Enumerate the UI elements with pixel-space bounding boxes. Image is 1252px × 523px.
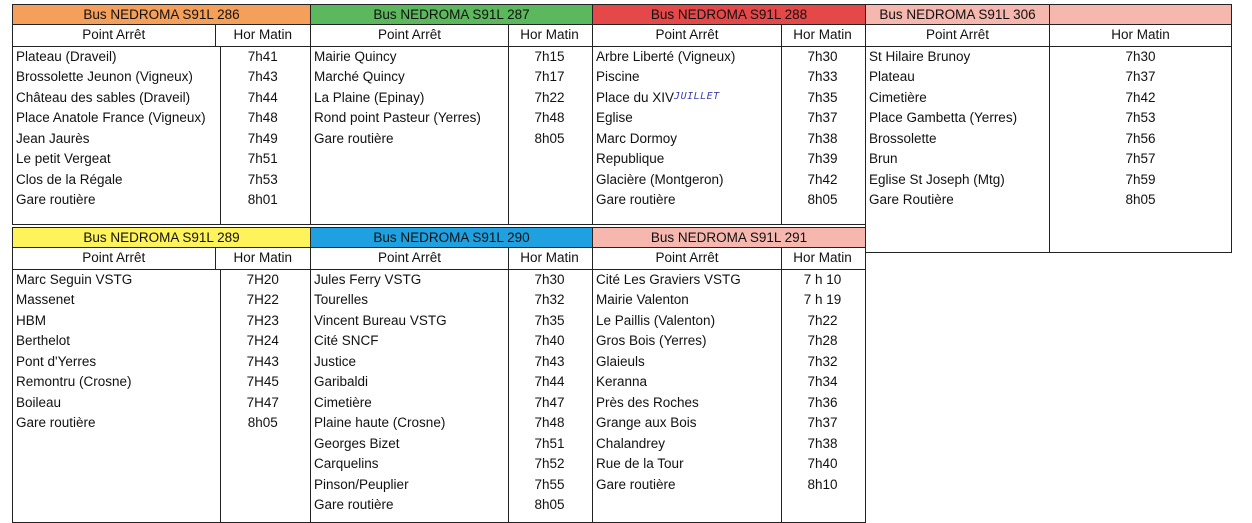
stop-row <box>311 129 592 150</box>
stop-row <box>593 88 865 109</box>
stop-name-cell <box>593 413 782 434</box>
stop-name-cell <box>311 393 509 414</box>
stop-time: 7 h 19 <box>803 292 842 307</box>
stop-name: Rue de la Tour <box>596 456 684 471</box>
bus-title <box>866 5 1231 25</box>
stop-list <box>866 47 1231 253</box>
header-time: Hor Matin <box>233 250 293 265</box>
stop-list <box>311 270 592 523</box>
stop-time: 7h48 <box>247 110 278 125</box>
stop-name: Place Gambetta (Yerres) <box>869 110 1018 125</box>
stop-name-cell <box>593 475 782 496</box>
stop-name: Piscine <box>596 69 640 84</box>
empty-row <box>13 475 310 496</box>
stop-row <box>13 290 310 311</box>
header-time: Hor Matin <box>520 27 579 42</box>
column-divider <box>781 270 782 523</box>
stop-name: Pinson/Peuplier <box>314 476 409 492</box>
stop-row <box>13 47 310 68</box>
stop-row <box>593 129 865 150</box>
stop-time: 8h05 <box>1125 192 1156 207</box>
stop-row <box>593 290 865 311</box>
stop-list <box>311 47 592 225</box>
stop-row <box>593 413 865 434</box>
stop-name-cell <box>593 454 782 475</box>
stop-row <box>311 108 592 129</box>
stop-name: Boileau <box>16 394 62 410</box>
stop-time: 7h38 <box>807 435 838 451</box>
header-time: Hor Matin <box>233 27 293 42</box>
stop-name-cell <box>13 413 216 434</box>
stop-row <box>13 311 310 332</box>
stop-row <box>13 372 310 393</box>
handwritten-note: JUILLET <box>674 90 720 102</box>
stop-time: 7h41 <box>247 48 278 64</box>
stop-row <box>13 352 310 373</box>
stop-name: Brossolette Jeunon (Vigneux) <box>16 69 193 84</box>
stop-name: Jules Ferry VSTG <box>314 271 422 287</box>
stop-name-cell <box>593 170 782 191</box>
stop-name: Brun <box>869 151 898 166</box>
stop-row <box>311 290 592 311</box>
stop-name: Republique <box>596 151 665 166</box>
stop-time: 7H47 <box>246 394 279 410</box>
stop-name: Grange aux Bois <box>596 415 697 430</box>
stop-name: Plateau (Draveil) <box>16 48 117 64</box>
empty-row <box>13 434 310 455</box>
header-stop: Point Arrêt <box>13 248 216 269</box>
stop-time: 7h30 <box>807 48 838 64</box>
header-stop: Point Arrêt <box>866 25 1050 46</box>
stop-name-cell <box>866 149 1050 170</box>
stop-time: 7h15 <box>534 48 565 64</box>
stop-name: Glaieuls <box>596 353 645 369</box>
stop-row <box>13 413 310 434</box>
stop-time: 7h22 <box>534 89 565 105</box>
column-divider <box>508 270 509 523</box>
stop-row <box>13 67 310 88</box>
bus-title-filler <box>1050 5 1231 24</box>
stop-time: 7h42 <box>1125 89 1156 105</box>
stop-time: 7H45 <box>246 374 279 389</box>
stop-name-cell <box>593 434 782 455</box>
stop-time: 7h37 <box>807 110 838 125</box>
stop-row <box>311 372 592 393</box>
stop-row <box>311 434 592 455</box>
stop-list <box>593 270 865 523</box>
stop-time: 8h10 <box>807 476 838 492</box>
stop-name: Garibaldi <box>314 374 369 389</box>
bus-table-289 <box>12 227 311 523</box>
stop-list <box>593 47 865 225</box>
stop-name: Chalandrey <box>596 435 666 451</box>
stop-time: 7h40 <box>534 333 565 348</box>
stop-time: 7h47 <box>534 394 565 410</box>
header-time: Hor Matin <box>793 27 852 42</box>
stop-time: 7h44 <box>247 89 278 105</box>
stop-row <box>593 331 865 352</box>
stop-name-cell <box>13 393 216 414</box>
header-stop: Point Arrêt <box>13 25 216 46</box>
stop-time: 7h48 <box>534 110 565 125</box>
stop-row <box>593 393 865 414</box>
stop-time: 7h53 <box>1125 110 1156 125</box>
bus-table-306 <box>865 4 1232 253</box>
stop-name-cell <box>13 108 216 129</box>
bus-table-291 <box>592 227 866 523</box>
stop-name-cell <box>311 454 509 475</box>
stop-name-cell <box>311 311 509 332</box>
stop-name: Keranna <box>596 374 648 389</box>
stop-time: 7h53 <box>247 171 278 187</box>
stop-row <box>311 454 592 475</box>
stop-list <box>13 47 310 225</box>
stop-name-cell <box>593 67 782 88</box>
stop-name: Marc Seguin VSTG <box>16 271 133 287</box>
stop-time: 7h55 <box>534 476 565 492</box>
bus-title: Bus NEDROMA S91L 291 <box>593 228 865 248</box>
stop-name-cell <box>866 88 1050 109</box>
stop-time: 7H24 <box>246 333 279 348</box>
stop-time: 7h44 <box>534 374 565 389</box>
stop-time: 7h38 <box>807 130 838 146</box>
stop-name: Arbre Liberté (Vigneux) <box>596 48 736 64</box>
stop-name: Glacière (Montgeron) <box>596 171 724 187</box>
stop-time: 7h35 <box>534 312 565 328</box>
stop-name-cell <box>593 47 782 68</box>
stop-name: Place du XIV <box>596 89 675 105</box>
stop-row <box>13 149 310 170</box>
stop-name-cell <box>13 331 216 352</box>
stop-name-cell <box>311 372 509 393</box>
stop-time: 7h37 <box>807 415 838 430</box>
stop-row <box>13 190 310 211</box>
stop-name-cell <box>866 129 1050 150</box>
stop-row <box>311 47 592 68</box>
stop-time: 7H20 <box>246 271 279 287</box>
stop-name: Mairie Valenton <box>596 292 689 307</box>
stop-name-cell <box>593 393 782 414</box>
stop-name: Berthelot <box>16 333 71 348</box>
stop-name: Justice <box>314 353 357 369</box>
stop-name-cell <box>311 495 509 516</box>
stop-time: 7h48 <box>534 415 565 430</box>
bus-title: Bus NEDROMA S91L 288 <box>593 5 865 25</box>
stop-name: Gare routière <box>596 476 676 492</box>
stop-name: Cité Les Graviers VSTG <box>596 271 741 287</box>
stop-name: Gare routière <box>314 497 394 512</box>
stop-name: Rond point Pasteur (Yerres) <box>314 110 481 125</box>
header-time: Hor Matin <box>1111 27 1170 42</box>
stop-time: 7h32 <box>534 292 565 307</box>
empty-row <box>311 170 592 191</box>
stop-row <box>593 170 865 191</box>
stop-name-cell <box>311 47 509 68</box>
bus-title-label: Bus NEDROMA S91L 306 <box>866 5 1050 24</box>
stop-name: Cité SNCF <box>314 333 379 348</box>
stop-name: Gros Bois (Yerres) <box>596 333 707 348</box>
column-divider <box>220 47 221 225</box>
stop-name-cell <box>311 413 509 434</box>
column-header-row <box>866 25 1231 47</box>
stop-time: 7h32 <box>807 353 838 369</box>
stop-time: 7h56 <box>1125 130 1156 146</box>
stop-name-cell <box>13 372 216 393</box>
stop-name-cell <box>13 290 216 311</box>
stop-time: 7h22 <box>807 312 838 328</box>
stop-name-cell <box>311 434 509 455</box>
empty-row <box>593 495 865 516</box>
stop-name: Clos de la Régale <box>16 171 123 187</box>
stop-time: 7h59 <box>1125 171 1156 187</box>
stop-name-cell <box>13 149 216 170</box>
stop-name-cell <box>13 311 216 332</box>
stop-name: Cimetière <box>869 89 927 105</box>
stop-row <box>593 108 865 129</box>
column-header-row <box>13 248 310 270</box>
stop-time: 7h43 <box>534 353 565 369</box>
stop-row <box>593 352 865 373</box>
stop-name-cell <box>593 129 782 150</box>
stop-name-cell <box>593 149 782 170</box>
bus-title: Bus NEDROMA S91L 289 <box>13 228 310 248</box>
stop-name: Cimetière <box>314 394 372 410</box>
stop-name: Gare routière <box>596 192 676 207</box>
stop-name-cell <box>311 88 509 109</box>
stop-row <box>13 170 310 191</box>
stop-row <box>311 495 592 516</box>
stop-time: 7h28 <box>807 333 838 348</box>
stop-name: Jean Jaurès <box>16 130 90 146</box>
stop-row <box>593 67 865 88</box>
bus-title: Bus NEDROMA S91L 286 <box>13 5 310 25</box>
column-divider <box>1049 47 1050 253</box>
stop-name-cell <box>593 190 782 211</box>
stop-name: Château des sables (Draveil) <box>16 89 191 105</box>
stop-time: 7h51 <box>534 435 565 451</box>
stop-time: 7h30 <box>534 271 565 287</box>
column-header-row <box>593 248 865 270</box>
empty-row <box>311 149 592 170</box>
header-stop: Point Arrêt <box>311 248 509 269</box>
stop-name-cell <box>311 331 509 352</box>
column-divider <box>220 270 221 523</box>
stop-name-cell <box>311 352 509 373</box>
stop-name-cell <box>866 47 1050 68</box>
stop-row <box>13 393 310 414</box>
stop-time: 7h49 <box>247 130 278 146</box>
stop-name-cell <box>866 67 1050 88</box>
stop-name-cell <box>593 88 782 109</box>
stop-time: 7H22 <box>246 292 279 307</box>
column-header-row <box>311 25 592 47</box>
column-divider <box>781 47 782 225</box>
stop-name: Gare Routière <box>869 192 954 207</box>
stop-name: Place Anatole France (Vigneux) <box>16 110 206 125</box>
empty-row <box>311 190 592 211</box>
stop-name: Près des Roches <box>596 394 699 410</box>
stop-name: Le petit Vergeat <box>16 151 111 166</box>
stop-name-cell <box>13 190 216 211</box>
stop-row <box>593 475 865 496</box>
stop-name-cell <box>13 88 216 109</box>
header-stop: Point Arrêt <box>593 25 782 46</box>
stop-time: 7h52 <box>534 456 565 471</box>
stop-row <box>311 67 592 88</box>
stop-row <box>311 352 592 373</box>
stop-name-cell <box>866 108 1050 129</box>
stop-row <box>593 190 865 211</box>
stop-time: 7h42 <box>807 171 838 187</box>
stop-name-cell <box>593 311 782 332</box>
stop-name: Georges Bizet <box>314 435 400 451</box>
stop-time: 7H23 <box>246 312 279 328</box>
header-time: Hor Matin <box>793 250 852 265</box>
stop-name-cell <box>593 108 782 129</box>
stop-time: 7h30 <box>1125 48 1156 64</box>
header-stop: Point Arrêt <box>311 25 509 46</box>
stop-name-cell <box>593 331 782 352</box>
stop-name: St Hilaire Brunoy <box>869 48 971 64</box>
stop-name-cell <box>311 475 509 496</box>
stop-name-cell <box>311 108 509 129</box>
column-divider <box>508 47 509 225</box>
stop-name-cell <box>593 270 782 291</box>
stop-row <box>593 47 865 68</box>
stop-name: Le Paillis (Valenton) <box>596 312 716 328</box>
stop-name: HBM <box>16 312 46 328</box>
stop-name: Pont d'Yerres <box>16 353 97 369</box>
stop-name: Marché Quincy <box>314 69 405 84</box>
stop-name: Plateau <box>869 69 915 84</box>
stop-name-cell <box>13 47 216 68</box>
stop-name-cell <box>311 290 509 311</box>
stop-row <box>311 270 592 291</box>
stop-row <box>13 270 310 291</box>
stop-time: 7h43 <box>247 69 278 84</box>
stop-row <box>593 372 865 393</box>
bus-table-286 <box>12 4 311 225</box>
stop-name: La Plaine (Epinay) <box>314 89 425 105</box>
stop-name: Gare routière <box>16 192 96 207</box>
column-header-row <box>13 25 310 47</box>
column-header-row <box>593 25 865 47</box>
stop-name-cell <box>593 372 782 393</box>
stop-time: 8h05 <box>247 415 278 430</box>
column-header-row <box>311 248 592 270</box>
stop-list <box>13 270 310 523</box>
stop-row <box>311 413 592 434</box>
stop-name: Vincent Bureau VSTG <box>314 312 447 328</box>
stop-name-cell <box>13 129 216 150</box>
stop-row <box>311 311 592 332</box>
stop-time: 7h40 <box>807 456 838 471</box>
stop-row <box>311 475 592 496</box>
empty-row <box>13 454 310 475</box>
empty-row <box>13 495 310 516</box>
stop-name: Gare routière <box>314 130 394 146</box>
stop-row <box>13 108 310 129</box>
stop-name: Mairie Quincy <box>314 48 397 64</box>
stop-time: 7h17 <box>534 69 565 84</box>
header-stop: Point Arrêt <box>593 248 782 269</box>
stop-row <box>311 88 592 109</box>
stop-name: Gare routière <box>16 415 96 430</box>
bus-table-290 <box>310 227 593 523</box>
stop-name: Marc Dormoy <box>596 130 678 146</box>
bus-table-287 <box>310 4 593 225</box>
stop-name-cell <box>13 352 216 373</box>
stop-row <box>593 434 865 455</box>
stop-name-cell <box>13 270 216 291</box>
stop-name: Plaine haute (Crosne) <box>314 415 446 430</box>
stop-time: 7h36 <box>807 394 838 410</box>
stop-time: 7H43 <box>246 353 279 369</box>
stop-name-cell <box>593 290 782 311</box>
stop-row <box>593 270 865 291</box>
stop-time: 8h05 <box>807 192 838 207</box>
stop-time: 8h01 <box>247 192 278 207</box>
stop-time: 7h33 <box>807 69 838 84</box>
bus-title: Bus NEDROMA S91L 287 <box>311 5 592 25</box>
stop-name-cell <box>13 170 216 191</box>
stop-time: 7h57 <box>1125 151 1156 166</box>
stop-name: Eglise St Joseph (Mtg) <box>869 171 1005 187</box>
stop-row <box>593 311 865 332</box>
stop-row <box>593 454 865 475</box>
stop-name: Carquelins <box>314 456 379 471</box>
stop-name-cell <box>13 67 216 88</box>
bus-table-288 <box>592 4 866 225</box>
stop-name-cell <box>311 270 509 291</box>
stop-time: 8h05 <box>534 130 565 146</box>
stop-row <box>13 88 310 109</box>
stop-row <box>311 331 592 352</box>
stop-name-cell <box>311 67 509 88</box>
stop-row <box>311 393 592 414</box>
stop-time: 7h34 <box>807 374 838 389</box>
stop-time: 7 h 10 <box>803 271 842 287</box>
stop-time: 7h37 <box>1125 69 1156 84</box>
stop-name-cell <box>593 352 782 373</box>
stop-name: Brossolette <box>869 130 937 146</box>
stop-name-cell <box>311 129 509 150</box>
stop-time: 7h39 <box>807 151 838 166</box>
stop-time: 8h05 <box>534 497 565 512</box>
stop-row <box>13 129 310 150</box>
stop-row <box>593 149 865 170</box>
stop-time: 7h51 <box>247 151 278 166</box>
stop-name: Eglise <box>596 110 633 125</box>
stop-time: 7h35 <box>807 89 838 105</box>
stop-name: Massenet <box>16 292 75 307</box>
stop-row <box>13 331 310 352</box>
stop-name-cell <box>866 170 1050 191</box>
bus-title: Bus NEDROMA S91L 290 <box>311 228 592 248</box>
stop-name: Tourelles <box>314 292 369 307</box>
header-time: Hor Matin <box>520 250 579 265</box>
stop-name: Remontru (Crosne) <box>16 374 132 389</box>
stop-name-cell <box>866 190 1050 211</box>
